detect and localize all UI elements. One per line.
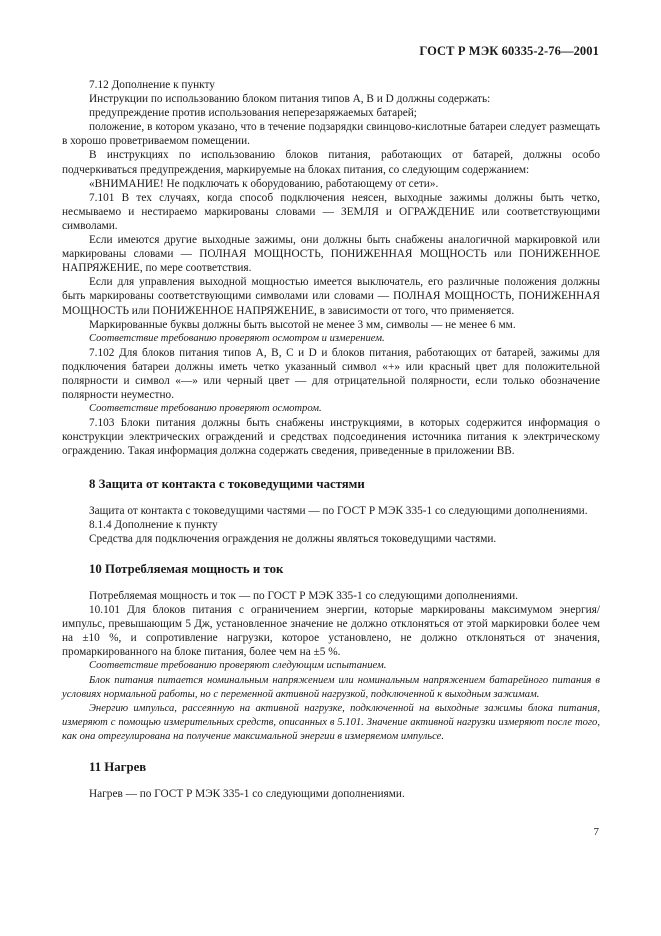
clause-7-101: 7.101 В тех случаях, когда способ подключения неясен, выходные зажимы должны быть четко, несмываемо и нестираемо маркированы словами — ЗЕМЛЯ и ОГРАЖДЕНИЕ или соответствующими символами. xyxy=(62,191,600,232)
paragraph: Средства для подключения ограждения не должны являться токоведущими частями. xyxy=(89,532,497,545)
paragraph: Защита от контакта с токоведущими частями — по ГОСТ Р МЭК 335-1 со следующими дополнениями. xyxy=(89,504,588,517)
paragraph: Если для управления выходной мощностью имеется выключатель, его различные положения должны быть маркированы соответствующими символами или словами — ПОЛНАЯ МОЩНОСТЬ, ПОНИЖЕННАЯ МОЩНОСТЬ или ПОНИЖЕННОЕ НАПРЯЖЕНИЕ, в зависимости от того, что применяется. xyxy=(62,276,600,317)
compliance-note: Соответствие требованию проверяют осмотром. xyxy=(89,403,322,415)
paragraph: Инструкции по использованию блоком питания типов А, В и D должны содержать: xyxy=(89,93,491,106)
clause-10-101: 10.101 Для блоков питания с ограничением энергии, которые маркированы максимумом энергия/импульс, превышающим 5 Дж, установленное значение не должно отклоняться от этой маркировки более чем на ±10 %, и сопротивление нагрузки, которое установлено, не должно отклоняться от значения, промаркированного на блоке питания, более чем на ±5 %. xyxy=(62,604,600,659)
page-number: 7 xyxy=(593,826,599,838)
section-11-heading: 11 Нагрев xyxy=(89,760,147,775)
paragraph: положение, в котором указано, что в течение подзарядки свинцово-кислотные батареи следует размещать в хорошо проветриваемом помещении. xyxy=(62,121,600,148)
test-description: Блок питания питается номинальным напряжением или номинальным напряжением батарейного питания в условиях нормальной работы, но с переменной активной нагрузкой, подключенной к выходным зажимам. xyxy=(62,674,600,700)
compliance-note: Соответствие требованию проверяют следующим испытанием. xyxy=(89,660,387,672)
section-8-heading: 8 Защита от контакта с токоведущими частями xyxy=(89,476,365,491)
paragraph: Потребляемая мощность и ток — по ГОСТ Р МЭК 335-1 со следующими дополнениями. xyxy=(89,590,518,602)
clause-8-1-4-heading: 8.1.4 Дополнение к пункту xyxy=(89,518,218,531)
paragraph: Нагрев — по ГОСТ Р МЭК 335-1 со следующими дополнениями. xyxy=(89,788,405,801)
paragraph: Если имеются другие выходные зажимы, они должны быть снабжены аналогичной маркировкой или маркированы словами — ПОЛНАЯ МОЩНОСТЬ, ПОНИЖЕННАЯ МОЩНОСТЬ или ПОНИЖЕННОЕ НАПРЯЖЕНИЕ, по мере соответствия. xyxy=(62,234,600,275)
clause-7-12-heading: 7.12 Дополнение к пункту xyxy=(89,79,215,91)
compliance-note: Соответствие требованию проверяют осмотром и измерением. xyxy=(89,332,385,344)
paragraph: «ВНИМАНИЕ! Не подключать к оборудованию, работающему от сети». xyxy=(89,177,439,190)
test-description: Энергию импульса, рассеянную на активной нагрузке, подключенной на выходные зажимы блока питания, измеряют с помощью измерительных средств, описанных в 5.101. Значение активной нагрузки измеряют после того, как она отрегулирована на получение максимальной энергии в измеряемом импульсе. xyxy=(62,702,600,742)
clause-7-103: 7.103 Блоки питания должны быть снабжены инструкциями, в которых содержится информация о конструкции электрических ограждений и средствах подсоединения источника питания к электрическому ограждению. Такая информация должна содержать сведения, приведенные в приложении ВВ. xyxy=(62,417,600,458)
clause-7-102: 7.102 Для блоков питания типов А, В, С и D и блоков питания, работающих от батарей, зажимы для подключения батареи должны иметь четко указанный символ «+» или красный цвет для положительной полярности и символ «—» или черный цвет — для отрицательной полярности, если только обозначение полярности неуместно. xyxy=(62,346,600,402)
document-body xyxy=(62,78,600,801)
section-10-heading: 10 Потребляемая мощность и ток xyxy=(89,561,284,576)
document-header: ГОСТ Р МЭК 60335-2-76—2001 xyxy=(419,44,599,58)
paragraph: В инструкциях по использованию блоков питания, работающих от батарей, должны особо подчеркиваться предупреждения, маркируемые на блоках питания, со следующим содержанием: xyxy=(62,149,600,176)
paragraph: предупреждение против использования неперезаряжаемых батарей; xyxy=(89,107,417,120)
paragraph: Маркированные буквы должны быть высотой не менее 3 мм, символы — не менее 6 мм. xyxy=(89,318,516,331)
